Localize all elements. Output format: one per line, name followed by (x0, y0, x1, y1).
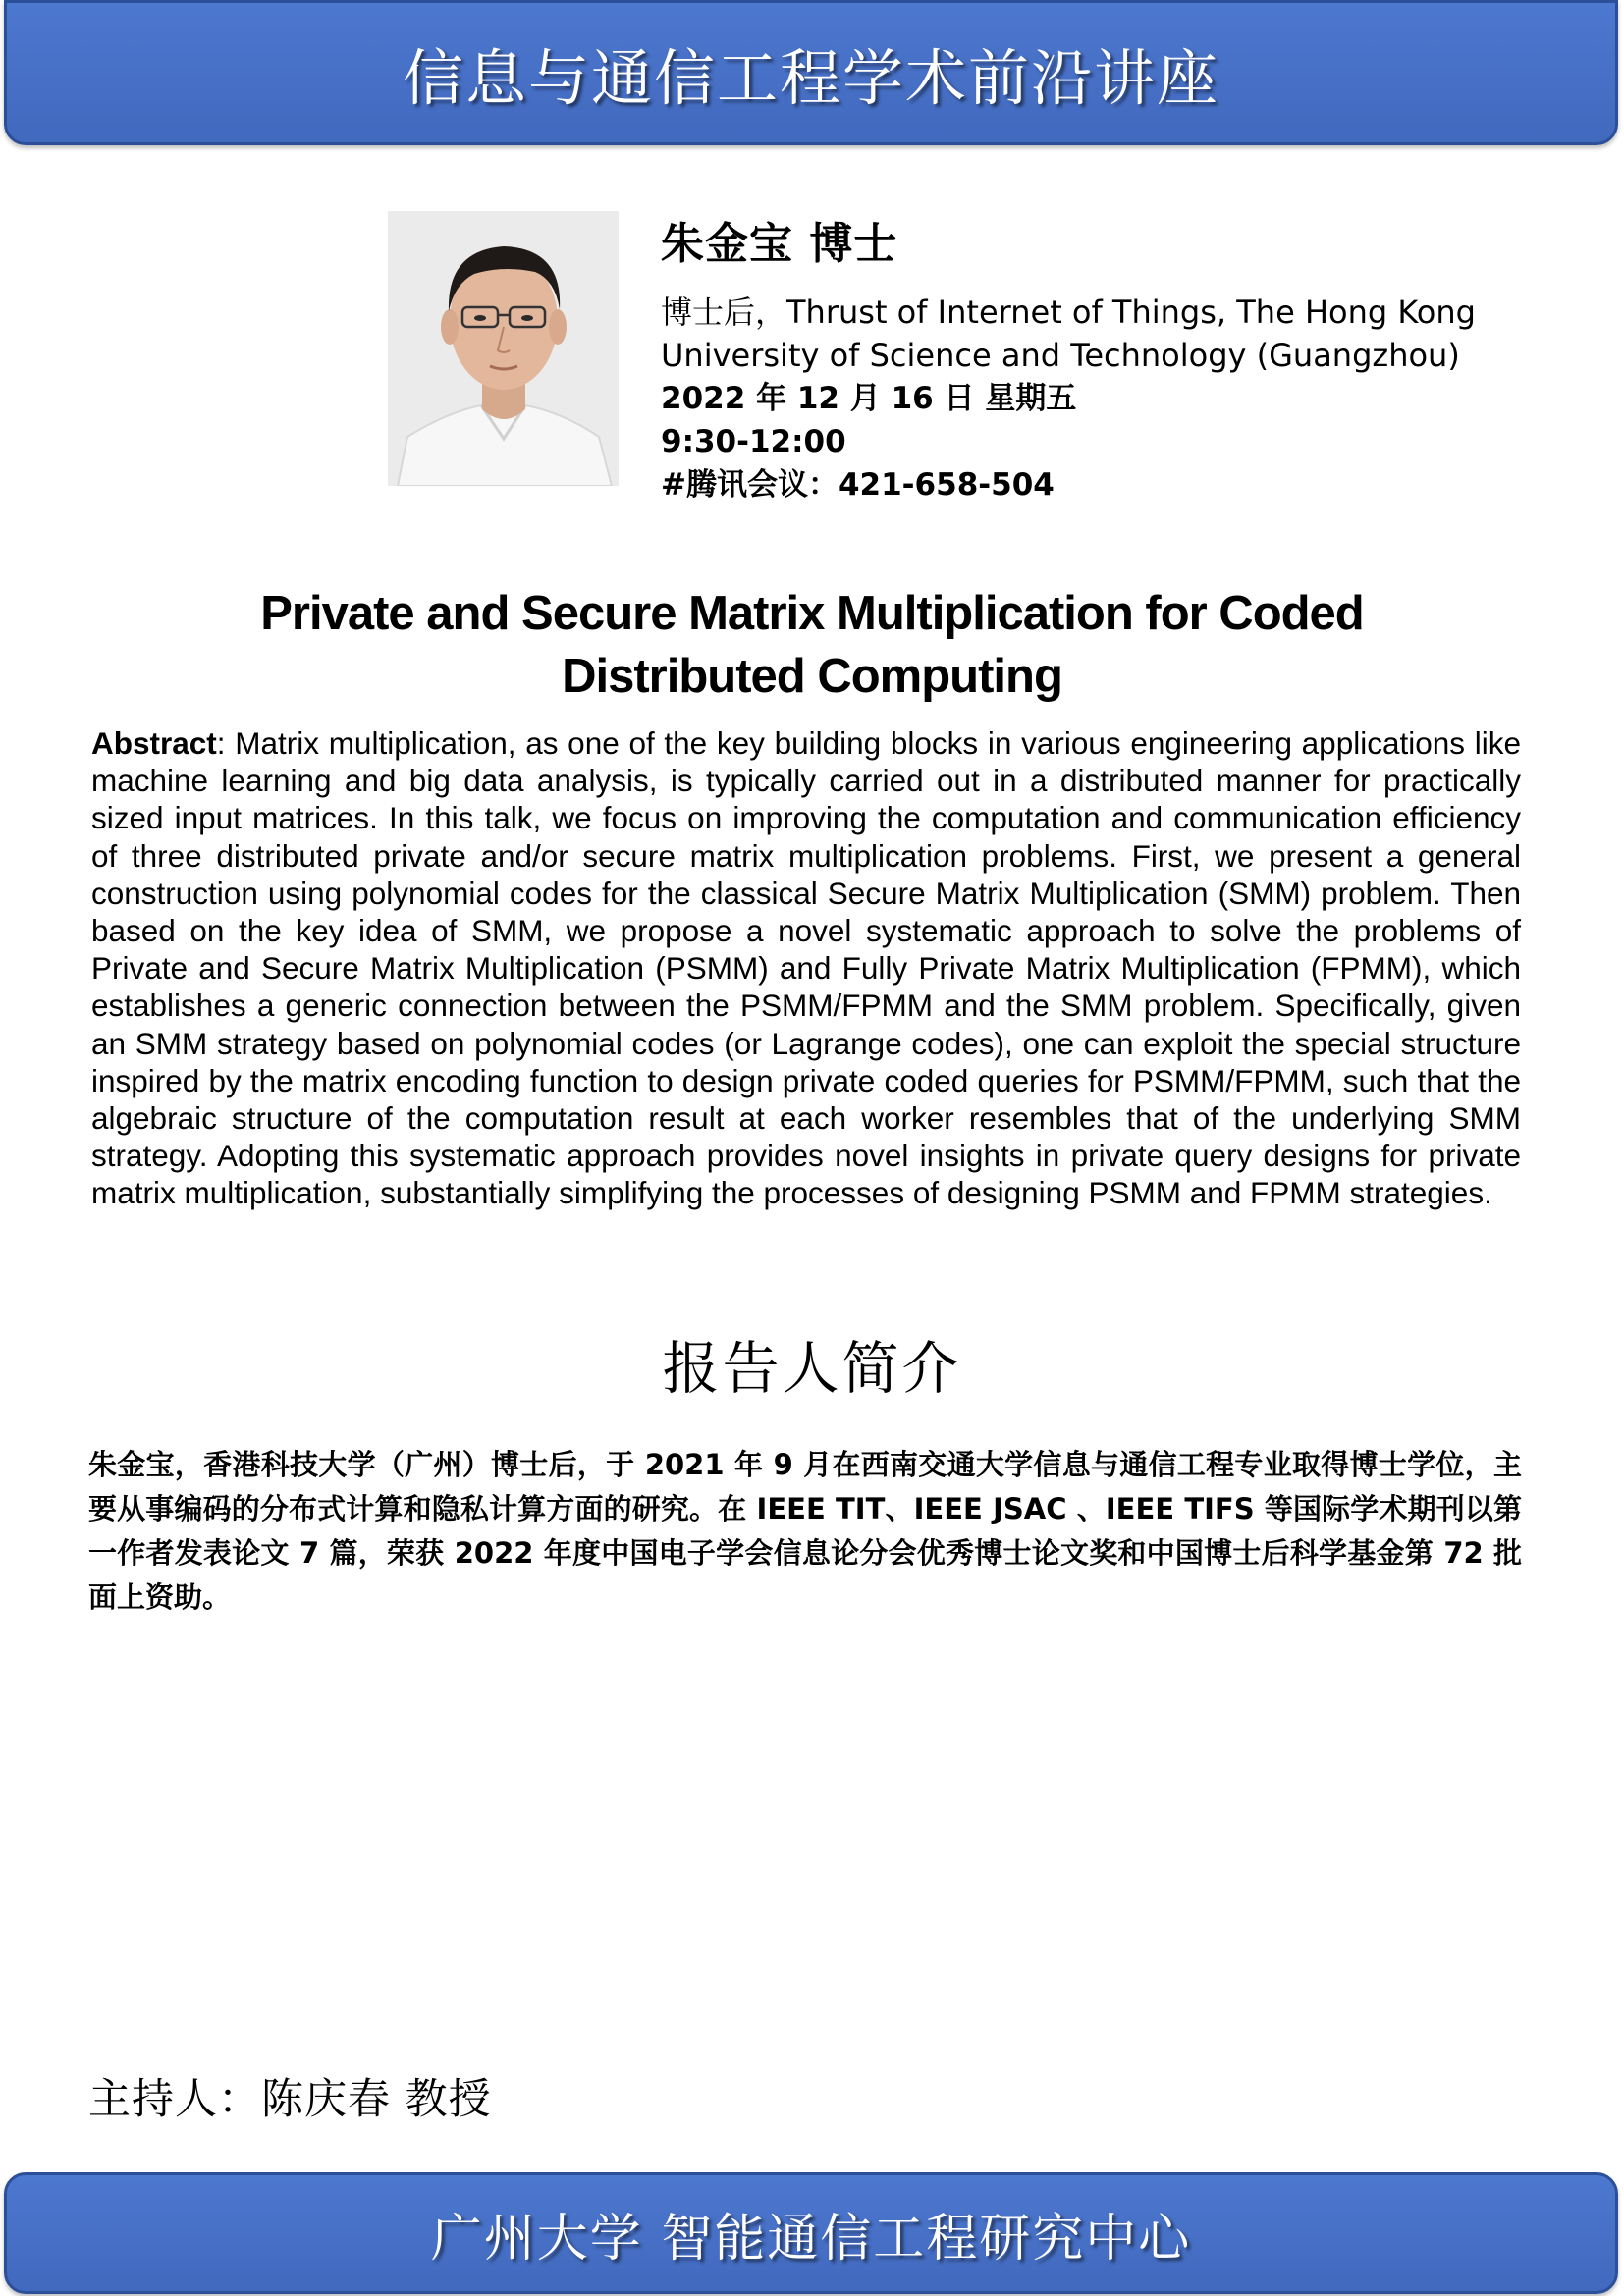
speaker-photo (388, 211, 619, 486)
talk-title-line-2: Distributed Computing (562, 650, 1062, 703)
speaker-info (661, 208, 1505, 507)
abstract-text: : Matrix multiplication, as one of the key building blocks in various engineering applications like machine learning and big data analysis, is typically carried out in a distributed manner for practically sized input matrices. In this talk, we focus on improving the computation and communication efficiency of three distributed private and/or secure matrix multiplication problems. First, we present a general construction using polynomial codes for the classical Secure Matrix Multiplication (SMM) problem. Then based on the key idea of SMM, we propose a novel systematic approach to solve the problems of Private and Secure Matrix Multiplication (PSMM) and Fully Private Matrix Multiplication (FPMM), which establishes a generic connection between the PSMM/FPMM and the SMM problem. Specifically, given an SMM strategy based on polynomial codes (or Lagrange codes), one can exploit the special structure inspired by the matrix encoding function to design private coded queries for PSMM/FPMM, such that the algebraic structure of the computation result at each worker resembles that of the underlying SMM strategy. Adopting this systematic approach provides novel insights in private query designs for private matrix multiplication, substantially simplifying the processes of designing PSMM and FPMM strategies. (91, 725, 1521, 1211)
footer-text: 广州大学 智能通信工程研究中心 (430, 2209, 1192, 2269)
speaker-affiliation: 博士后，Thrust of Internet of Things, The Hong Kong University of Science and Technology (Guangzhou) (661, 294, 1476, 374)
talk-title-line-1: Private and Secure Matrix Multiplication for Coded (260, 587, 1364, 640)
footer-banner (4, 2172, 1618, 2294)
header-banner (4, 0, 1618, 145)
bio-text: 朱金宝，香港科技大学（广州）博士后，于 2021 年 9 月在西南交通大学信息与通信工程专业取得博士学位，主要从事编码的分布式计算和隐私计算方面的研究。在 IEEE TIT、IEEE JSAC 、IEEE TIFS 等国际学术期刊以第一作者发表论文 7 篇，荣获 2022 年度中国电子学会信息论分会优秀博士论文奖和中国博士后科学基金第 72 批面上资助。 (88, 1448, 1522, 1614)
bio-heading: 报告人简介 (662, 1335, 962, 1402)
talk-date: 2022 年 12 月 16 日 星期五 (661, 381, 1077, 416)
talk-title (0, 582, 1624, 708)
meeting-id: #腾讯会议：421-658-504 (661, 467, 1055, 503)
header-title: 信息与通信工程学术前沿讲座 (402, 41, 1219, 114)
host-label: 主持人：陈庆春 教授 (88, 2075, 492, 2124)
abstract-label: Abstract (91, 725, 217, 761)
talk-time: 9:30-12:00 (661, 424, 846, 459)
abstract (91, 724, 1521, 1212)
speaker-name: 朱金宝 博士 (661, 219, 898, 269)
speaker-portrait-icon (388, 211, 619, 486)
